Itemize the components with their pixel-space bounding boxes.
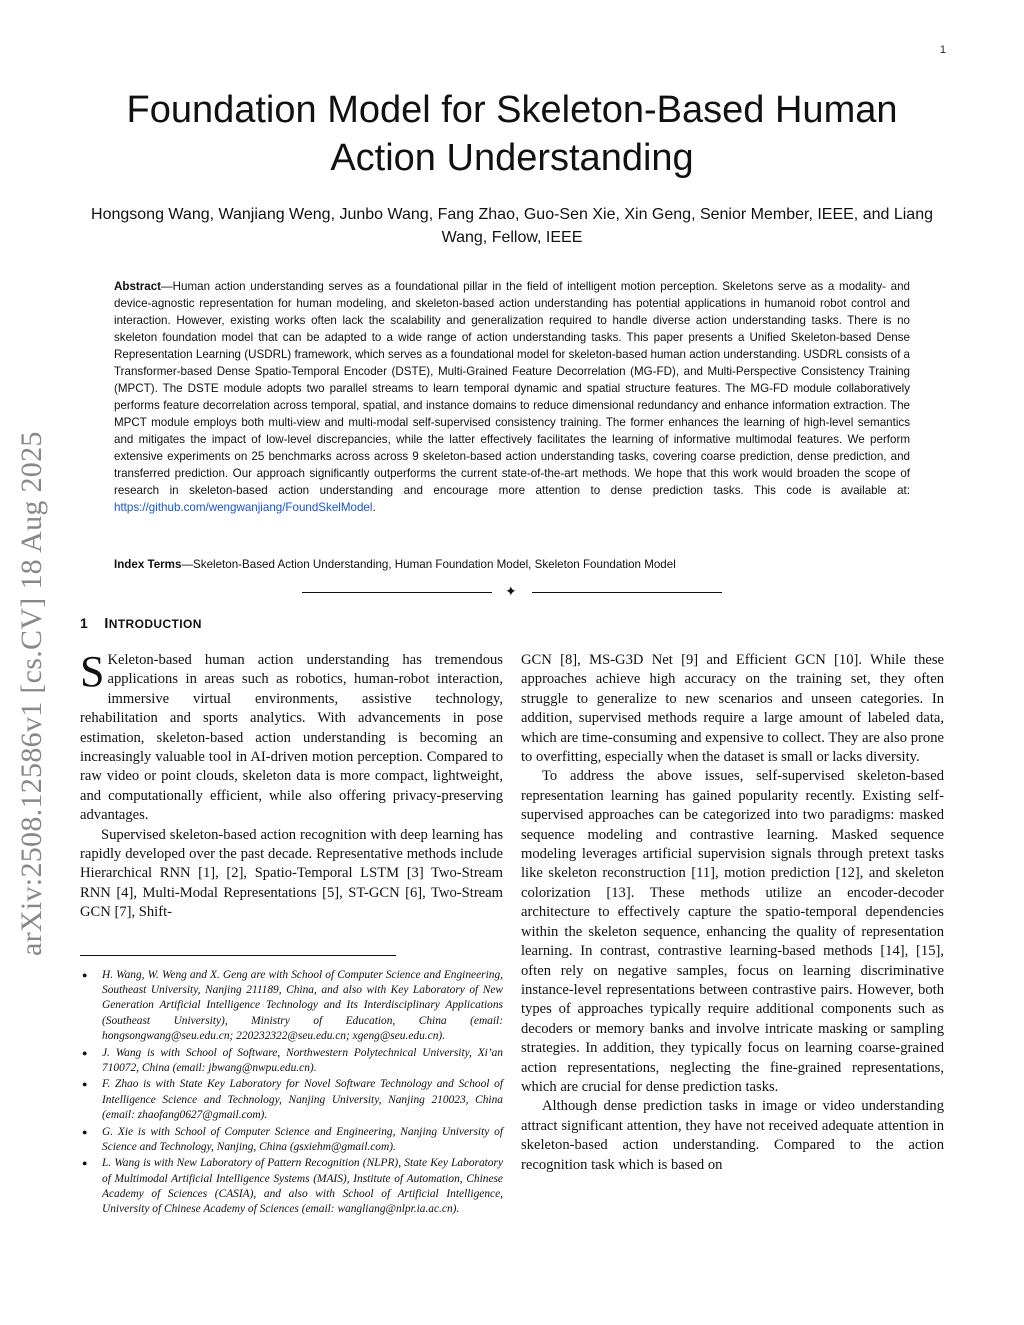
bullet-icon: ● (82, 1047, 88, 1058)
abstract-text: —Human action understanding serves as a foundational pillar in the field of intelligent motion perception. Skeletons serve as a modality- and device-agnostic representation for human modeling, and skeleton-based action understanding has potential applications in humanoid robot control and interaction. However, existing works often lack the scalability and generalization required to handle diverse action understanding tasks. There is no skeleton foundation model that can be adapted to a wide range of action understanding tasks. This paper presents a Unified Skeleton-based Dense Representation Learning (USDRL) framework, which serves as a foundational model for skeleton-based human action understanding. USDRL consists of a Transformer-based Dense Spatio-Temporal Encoder (DSTE), Multi-Grained Feature Decorrelation (MG-FD), and Multi-Perspective Consistency Training (MPCT). The DSTE module adopts two parallel streams to learn temporal dynamic and spatial structure features. The MG-FD module collaboratively performs feature decorrelation across temporal, spatial, and instance domains to reduce dimensional redundancy and enhance information extraction. The MPCT module employs both multi-view and multi-modal self-supervised consistency training. The former enhances the learning of high-level semantics and mitigates the impact of low-level discrepancies, while the latter effectively facilitates the learning of informative multimodal features. We perform extensive experiments on 25 benchmarks across across 9 skeleton-based action understanding tasks, covering coarse prediction, dense prediction, and transferred prediction. Our approach significantly outperforms the current state-of-the-art methods. We hope that this work would broaden the scope of research in skeleton-based action understanding and encourage more attention to dense prediction tasks. This code is available at: (114, 280, 910, 497)
bullet-icon: ● (82, 1158, 88, 1169)
bullet-icon: ● (82, 1126, 88, 1137)
section-heading-introduction (80, 615, 202, 632)
intro-paragraph-1-text: Keleton-based human action understanding has tremendous applications in areas such as robotics, human-robot interaction, immersive virtual environments, assistive technology, rehabilitation and sports analytics. With advancements in pose estimation, skeleton-based action understanding is becoming an increasingly valuable tool in AI-driven motion perception. Compared to raw video or point clouds, skeleton data is more compact, lightweight, and computationally efficient, while also offering privacy-preserving advantages. (80, 652, 503, 824)
section-separator (302, 584, 722, 600)
footnote-text: L. Wang is with New Laboratory of Pattern Recognition (NLPR), State Key Laboratory of Multimodal Artificial Intelligence Systems (MAIS), Institute of Automation, Chinese Academy of Sciences (CASIA), and also with School of Artificial Intelligence, University of Chinese Academy of Sciences (email: wangliang@nlpr.ia.ac.cn). (102, 1157, 503, 1216)
page-number: 1 (939, 44, 946, 56)
footnote-item (80, 1077, 503, 1123)
paper-title: Foundation Model for Skeleton-Based Human Action Understanding (126, 89, 898, 179)
index-terms (114, 556, 910, 573)
intro-paragraph-2: Supervised skeleton-based action recognition with deep learning has rapidly developed over the past decade. Representative methods include Hierarchical RNN [1], [2], Spatio-Temporal LSTM [3] Two-Stream RNN [4], Multi-Modal Representations [5], ST-GCN [6], Two-Stream GCN [7], Shift- (80, 826, 503, 921)
section-title-rest: NTRODUCTION (108, 617, 202, 631)
footnote-text: G. Xie is with School of Computer Science and Engineering, Nanjing University of Science and Technology, Nanjing, China (gsxiehm@gmail.com). (102, 1125, 503, 1153)
footnote-text: H. Wang, W. Weng and X. Geng are with School of Computer Science and Engineering, Southeast University, Nanjing 211189, China, and also with Key Laboratory of New Generation Artificial Intelligence Technology and Its Interdisciplinary Applications (Southeast University), Ministry of Education, China (email: hongsongwang@seu.edu.cn; 220232322@seu.edu.cn; xgeng@seu.edu.cn). (102, 969, 503, 1042)
footnote-item (80, 1046, 503, 1076)
separator-line-right (532, 592, 722, 593)
index-terms-text: —Skeleton-Based Action Understanding, Human Foundation Model, Skeleton Foundation Model (181, 558, 676, 571)
footnote-item (80, 1125, 503, 1155)
footnote-text: F. Zhao is with State Key Laboratory for Novel Software Technology and School of Intelligence Science and Technology, Nanjing University, Nanjing 210023, China (email: zhaofang0627@gmail.com). (102, 1078, 503, 1121)
section-number: 1 (80, 615, 89, 631)
affiliation-footnotes (80, 968, 503, 1219)
bullet-icon: ● (82, 970, 88, 980)
separator-diamond-icon: ✦ (505, 584, 517, 600)
code-link[interactable]: https://github.com/wengwanjiang/FoundSkelModel (114, 501, 373, 514)
author-list: Hongsong Wang, Wanjiang Weng, Junbo Wang, Fang Zhao, Guo-Sen Xie, Xin Geng, Senior Member, IEEE, and Liang Wang, Fellow, IEEE (91, 206, 933, 246)
drop-cap: S (80, 647, 105, 696)
footnote-item (80, 968, 503, 1044)
bullet-icon: ● (82, 1079, 88, 1090)
intro-paragraph-3: GCN [8], MS-G3D Net [9] and Efficient GCN [10]. While these approaches achieve high accuracy on the training set, they often struggle to generalize to new scenarios and unseen categories. In addition, supervised methods require a large amount of labeled data, which are time-consuming and expensive to collect. They are also prone to overfitting, especially when the dataset is small or lacks diversity. (521, 652, 944, 766)
footnote-text: J. Wang is with School of Software, Northwestern Polytechnical University, Xi’an 710072, China (email: jbwang@nwpu.edu.cn). (102, 1046, 503, 1074)
abstract-label: Abstract (114, 280, 162, 293)
footnote-item (80, 1156, 503, 1217)
right-column (521, 651, 944, 1175)
left-column (80, 647, 503, 923)
intro-paragraph-5: Although dense prediction tasks in image or video understanding attract significant attention, they have not received adequate attention in skeleton-based action understanding. Compared to the action recognition task which is based on (521, 1098, 944, 1173)
abstract-end: . (372, 501, 376, 514)
intro-paragraph-1 (80, 647, 503, 826)
arxiv-stamp[interactable]: arXiv:2508.12586v1 [cs.CV] 18 Aug 2025 (15, 431, 48, 956)
section-title-initial: I (104, 615, 109, 632)
abstract (114, 278, 910, 516)
index-terms-label: Index Terms (114, 558, 182, 571)
separator-line-left (302, 592, 492, 593)
footnote-rule (80, 955, 396, 956)
intro-paragraph-4: To address the above issues, self-supervised skeleton-based representation learning has gained popularity recently. Existing self-supervised approaches can be categorized into two paradigms: masked sequence modeling and contrastive learning. Masked sequence modeling leverages artificial supervision signals through pretext tasks like skeleton reconstruction [11], motion prediction [12], and skeleton colorization [13]. These methods utilize an encoder-decoder architecture to effectively capture the spatio-temporal dependencies within the skeleton sequence, enhancing the quality of representation learning. In contrast, contrastive learning-based methods [14], [15], often rely on negative samples, focus on learning discriminative instance-level representations between contrastive pairs. However, both types of approaches typically require additional components such as decoders or memory banks and involve intricate masking or sampling strategies. In addition, they typically focus on learning coarse-grained action representations, neglecting the fine-grained representations, which are crucial for dense prediction tasks. (521, 768, 944, 1095)
